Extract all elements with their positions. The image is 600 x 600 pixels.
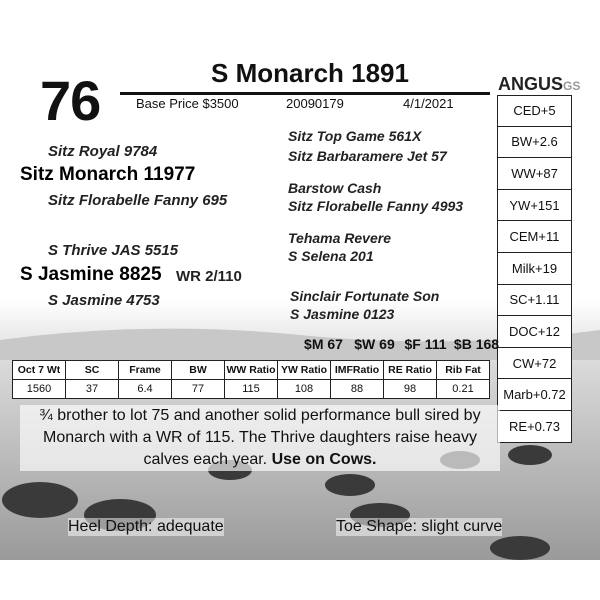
index-values xyxy=(298,336,502,352)
epd-cw: CW+72 xyxy=(497,348,572,380)
epd-ww: WW+87 xyxy=(497,158,572,190)
col-ww-ratio: WW Ratio xyxy=(225,361,278,380)
dam: S Jasmine 8825 xyxy=(20,264,162,285)
birth-date: 4/1/2021 xyxy=(403,96,454,111)
epd-re: RE+0.73 xyxy=(497,411,572,443)
val-frame: 6.4 xyxy=(119,380,172,399)
ss-dam: Sitz Barbaramere Jet 57 xyxy=(288,148,447,164)
ds-dam: S Selena 201 xyxy=(288,248,374,264)
description-emphasis: Use on Cows. xyxy=(271,451,377,468)
epd-bw: BW+2.6 xyxy=(497,127,572,159)
epd-cem: CEM+11 xyxy=(497,221,572,253)
epd-doc: DOC+12 xyxy=(497,316,572,348)
epd-marb: Marb+0.72 xyxy=(497,379,572,411)
sire-dam: Sitz Florabelle Fanny 695 xyxy=(48,192,228,209)
val-imf-ratio: 88 xyxy=(331,380,384,399)
val-sc: 37 xyxy=(66,380,119,399)
dam-weaning-ratio: WR 2/110 xyxy=(176,268,242,285)
val-rib-fat: 0.21 xyxy=(437,380,490,399)
performance-table xyxy=(12,360,490,399)
index-b: $B 168 xyxy=(453,336,500,352)
col-oct-wt: Oct 7 Wt xyxy=(13,361,66,380)
val-oct-wt: 1560 xyxy=(13,380,66,399)
col-frame: Frame xyxy=(119,361,172,380)
col-re-ratio: RE Ratio xyxy=(384,361,437,380)
brand-main: ANGUS xyxy=(498,74,564,94)
epd-milk: Milk+19 xyxy=(497,253,572,285)
col-sc: SC xyxy=(66,361,119,380)
dd-sire: Sinclair Fortunate Son xyxy=(290,288,440,304)
index-f: $F 111 xyxy=(404,336,447,352)
col-rib-fat: Rib Fat xyxy=(437,361,490,380)
val-bw: 77 xyxy=(172,380,225,399)
epd-ced: CED+5 xyxy=(497,95,572,127)
title-divider xyxy=(120,92,490,95)
val-ww-ratio: 115 xyxy=(225,380,278,399)
val-re-ratio: 98 xyxy=(384,380,437,399)
epd-yw: YW+151 xyxy=(497,190,572,222)
col-yw-ratio: YW Ratio xyxy=(278,361,331,380)
sire-sire: Sitz Royal 9784 xyxy=(48,143,158,160)
dam-dam: S Jasmine 4753 xyxy=(48,292,160,309)
heel-depth: Heel Depth: adequate xyxy=(68,518,224,535)
dd-dam: S Jasmine 0123 xyxy=(290,306,395,322)
animal-name: S Monarch 1891 xyxy=(211,58,409,88)
sd-sire: Barstow Cash xyxy=(288,180,382,196)
lot-description xyxy=(20,405,500,471)
sire: Sitz Monarch 11977 xyxy=(20,164,196,185)
performance-header-row xyxy=(13,361,490,380)
ds-sire: Tehama Revere xyxy=(288,230,391,246)
epd-sc: SC+1.11 xyxy=(497,285,572,317)
index-w: $W 69 xyxy=(354,336,395,352)
dam-sire: S Thrive JAS 5515 xyxy=(48,242,179,259)
col-bw: BW xyxy=(172,361,225,380)
base-price: Base Price $3500 xyxy=(136,96,239,111)
epd-column xyxy=(497,95,572,443)
description-text: ¾ brother to lot 75 and another solid performance bull sired by Monarch with a WR of 115. The Thrive daughters raise heavy calves each year. xyxy=(39,407,481,468)
toe-shape: Toe Shape: slight curve xyxy=(336,518,503,535)
index-m: $M 67 xyxy=(304,336,343,352)
performance-value-row xyxy=(13,380,490,399)
col-imf-ratio: IMFRatio xyxy=(331,361,384,380)
val-yw-ratio: 108 xyxy=(278,380,331,399)
ss-sire: Sitz Top Game 561X xyxy=(288,128,422,144)
brand-suffix: GS xyxy=(563,79,581,93)
sd-dam: Sitz Florabelle Fanny 4993 xyxy=(288,198,464,214)
angus-brand-logo xyxy=(498,74,580,95)
registration-number: 20090179 xyxy=(286,96,344,111)
lot-number: 76 xyxy=(40,69,101,132)
